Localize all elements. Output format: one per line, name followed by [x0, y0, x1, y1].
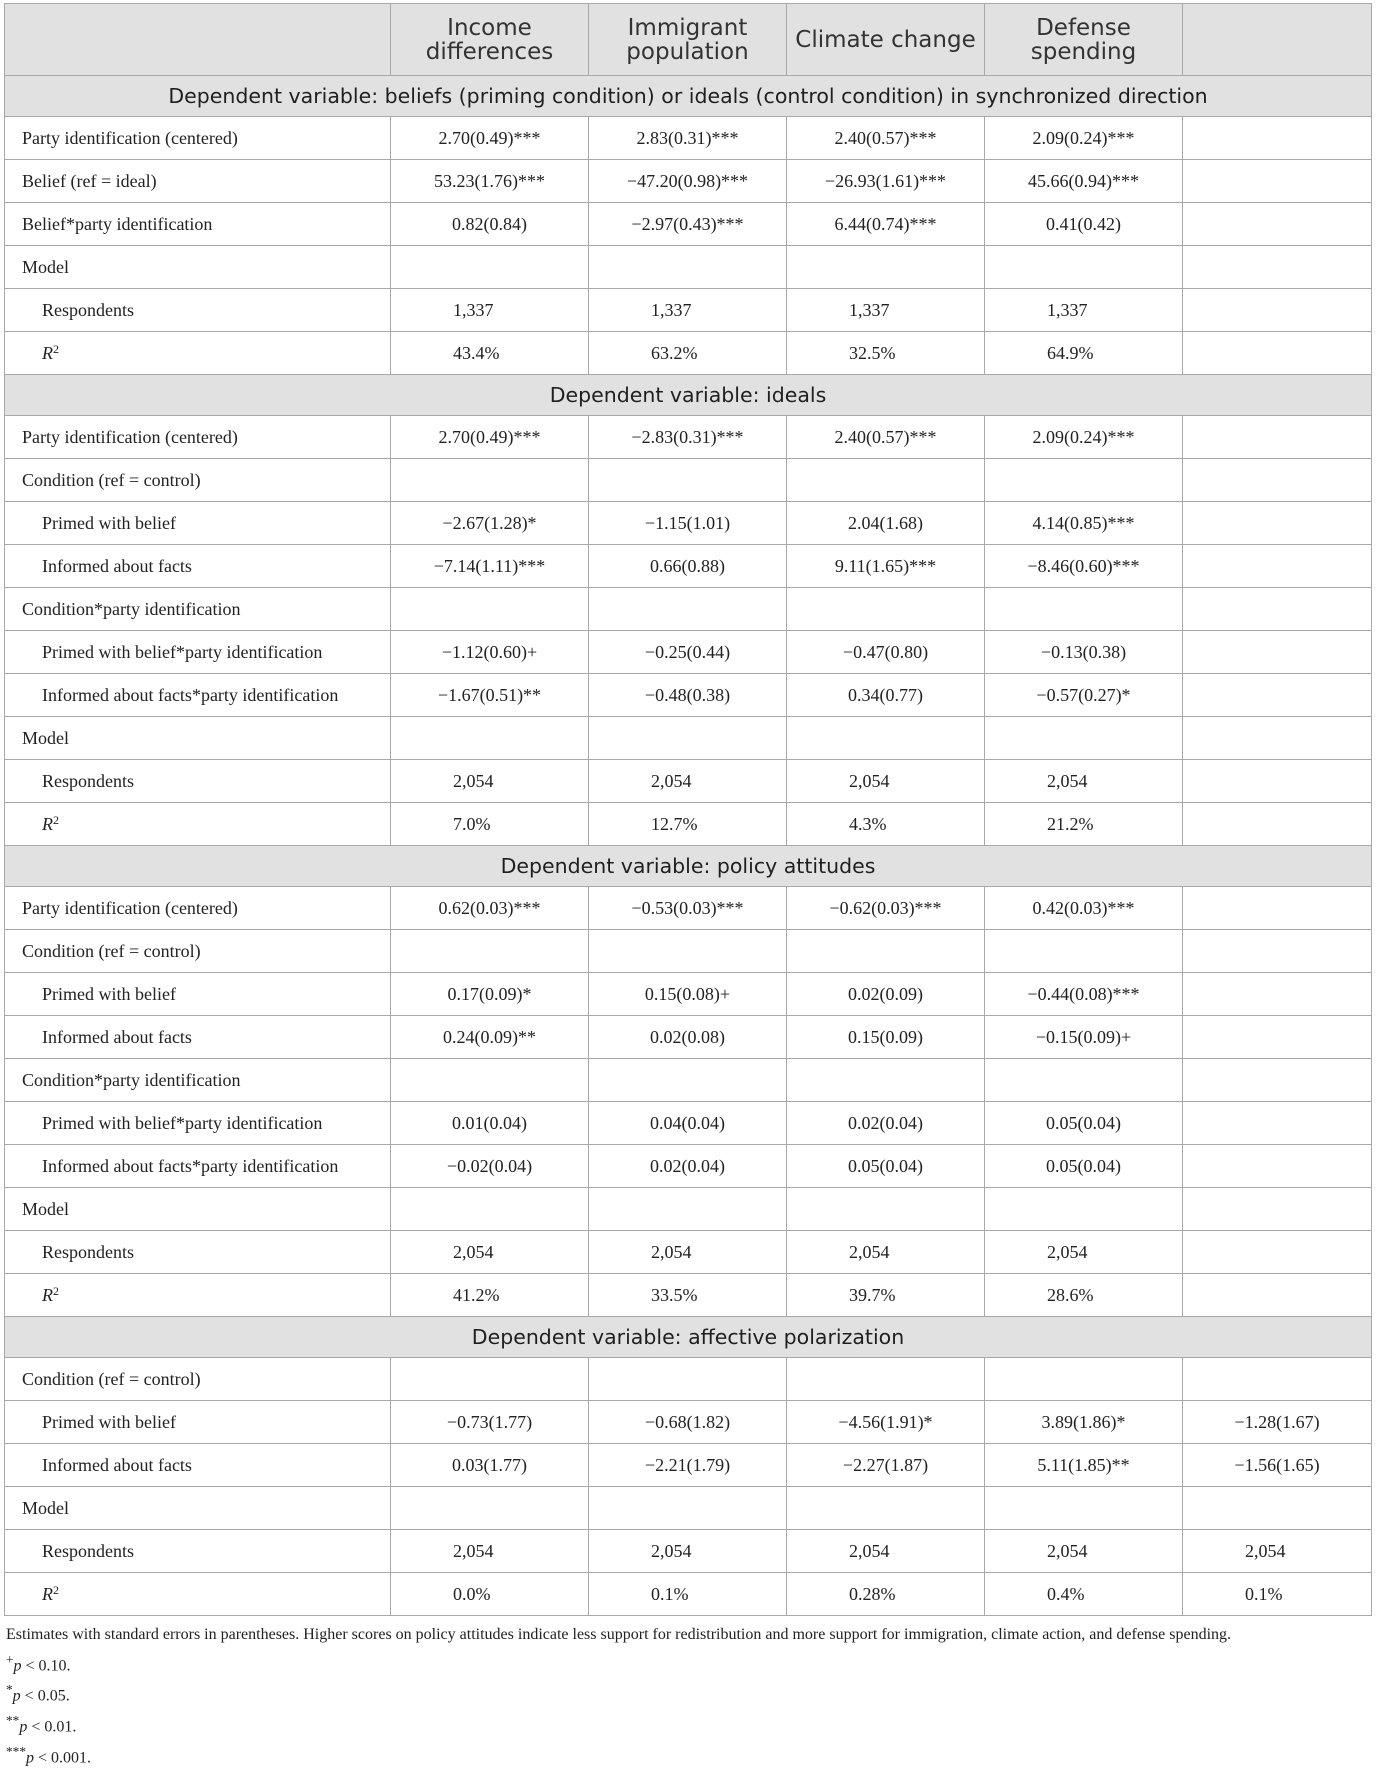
table-cell: −0.73(1.77) [391, 1401, 589, 1444]
table-row [5, 1059, 1372, 1102]
table-cell [1183, 502, 1372, 545]
table-row [5, 674, 1372, 717]
table-cell: 0.15(0.08)+ [589, 973, 787, 1016]
row-label: Primed with belief*party identification [5, 1102, 391, 1145]
table-cell [1183, 160, 1372, 203]
table-cell: 2,054 [589, 760, 787, 803]
section-header-row [5, 375, 1372, 416]
table-cell [1183, 246, 1372, 289]
significance-note: *p < 0.05. [6, 1682, 70, 1705]
table-cell: 3.89(1.86)* [985, 1401, 1183, 1444]
table-cell: −4.56(1.91)* [787, 1401, 985, 1444]
table-cell [985, 1487, 1183, 1530]
table-cell: 0.1% [1183, 1573, 1372, 1616]
table-cell: 2,054 [1183, 1530, 1372, 1573]
table-cell [1183, 545, 1372, 588]
table-row [5, 973, 1372, 1016]
table-cell: 0.24(0.09)** [391, 1016, 589, 1059]
table-cell [1183, 887, 1372, 930]
row-label: Primed with belief [5, 973, 391, 1016]
table-cell: 2,054 [787, 760, 985, 803]
table-cell: 0.4% [985, 1573, 1183, 1616]
row-label: Primed with belief*party identification [5, 631, 391, 674]
table-row [5, 1274, 1372, 1317]
row-label: Model [5, 1188, 391, 1231]
table-cell [1183, 973, 1372, 1016]
table-cell [1183, 203, 1372, 246]
row-label: Respondents [5, 760, 391, 803]
table-cell: 4.3% [787, 803, 985, 846]
table-cell: 0.05(0.04) [985, 1145, 1183, 1188]
table-row [5, 1573, 1372, 1616]
table-cell [1183, 760, 1372, 803]
table-cell: 2.70(0.49)*** [391, 416, 589, 459]
table-cell: 64.9% [985, 332, 1183, 375]
row-label: Informed about facts*party identification [5, 674, 391, 717]
table-row [5, 246, 1372, 289]
table-cell [589, 1358, 787, 1401]
table-cell [1183, 717, 1372, 760]
row-label: Condition (ref = control) [5, 930, 391, 973]
row-label: Informed about facts [5, 1444, 391, 1487]
table-row [5, 1102, 1372, 1145]
table-row [5, 803, 1372, 846]
table-cell: 21.2% [985, 803, 1183, 846]
table-cell: 2,054 [787, 1530, 985, 1573]
row-label: Informed about facts [5, 545, 391, 588]
section-header-row [5, 846, 1372, 887]
table-cell [1183, 588, 1372, 631]
table-cell: 0.66(0.88) [589, 545, 787, 588]
table-cell: 1,337 [985, 289, 1183, 332]
table-cell [1183, 1231, 1372, 1274]
table-cell: −0.62(0.03)*** [787, 887, 985, 930]
table-cell [1183, 1188, 1372, 1231]
table-cell: 2.70(0.49)*** [391, 117, 589, 160]
table-cell: 0.03(1.77) [391, 1444, 589, 1487]
table-row [5, 1016, 1372, 1059]
table-cell: 2.09(0.24)*** [985, 117, 1183, 160]
table-row [5, 203, 1372, 246]
row-label: Model [5, 717, 391, 760]
table-row [5, 887, 1372, 930]
table-cell: 53.23(1.76)*** [391, 160, 589, 203]
table-cell: −0.15(0.09)+ [985, 1016, 1183, 1059]
table-cell: −1.56(1.65) [1183, 1444, 1372, 1487]
table-cell [1183, 1145, 1372, 1188]
table-cell: 0.0% [391, 1573, 589, 1616]
table-cell: −26.93(1.61)*** [787, 160, 985, 203]
table-cell: 33.5% [589, 1274, 787, 1317]
table-cell: −2.21(1.79) [589, 1444, 787, 1487]
table-row [5, 160, 1372, 203]
table-cell: −0.47(0.80) [787, 631, 985, 674]
table-cell: 0.01(0.04) [391, 1102, 589, 1145]
row-label: Condition (ref = control) [5, 1358, 391, 1401]
table-cell: 0.1% [589, 1573, 787, 1616]
table-cell: −0.57(0.27)* [985, 674, 1183, 717]
row-label: Condition*party identification [5, 588, 391, 631]
table-cell: 0.02(0.04) [787, 1102, 985, 1145]
table-cell: 0.28% [787, 1573, 985, 1616]
table-cell [985, 1358, 1183, 1401]
section-title: Dependent variable: beliefs (priming condition) or ideals (control condition) in synchronized direction [5, 76, 1372, 117]
table-cell: 2,054 [589, 1530, 787, 1573]
table-cell: 6.44(0.74)*** [787, 203, 985, 246]
significance-note: ***p < 0.001. [6, 1743, 92, 1767]
table-cell: 39.7% [787, 1274, 985, 1317]
table-cell: 28.6% [985, 1274, 1183, 1317]
table-cell [787, 1059, 985, 1102]
significance-note: **p < 0.01. [6, 1713, 77, 1736]
table-cell: −1.12(0.60)+ [391, 631, 589, 674]
table-row [5, 1530, 1372, 1573]
table-cell: −0.02(0.04) [391, 1145, 589, 1188]
row-label: Belief*party identification [5, 203, 391, 246]
table-cell [985, 246, 1183, 289]
table-cell: 2,054 [391, 1530, 589, 1573]
table-row [5, 545, 1372, 588]
table-row [5, 930, 1372, 973]
table-cell: −0.25(0.44) [589, 631, 787, 674]
table-cell [391, 1059, 589, 1102]
row-label: Informed about facts [5, 1016, 391, 1059]
table-cell: 12.7% [589, 803, 787, 846]
table-row [5, 588, 1372, 631]
table-cell: 0.05(0.04) [985, 1102, 1183, 1145]
table-cell [787, 1487, 985, 1530]
table-cell [985, 717, 1183, 760]
table-cell: 2.83(0.31)*** [589, 117, 787, 160]
table-row [5, 717, 1372, 760]
table-cell: 2.40(0.57)*** [787, 416, 985, 459]
table-row [5, 1401, 1372, 1444]
table-cell: 1,337 [589, 289, 787, 332]
header-defense-spending: Defense spending [985, 4, 1183, 76]
table-row [5, 760, 1372, 803]
table-cell: −2.27(1.87) [787, 1444, 985, 1487]
table-cell [589, 717, 787, 760]
table-cell [589, 1188, 787, 1231]
table-cell [787, 930, 985, 973]
table-cell [589, 459, 787, 502]
table-cell: −1.67(0.51)** [391, 674, 589, 717]
row-label: Primed with belief [5, 1401, 391, 1444]
table-cell: 0.02(0.04) [589, 1145, 787, 1188]
table-cell [391, 717, 589, 760]
table-cell: 5.11(1.85)** [985, 1444, 1183, 1487]
table-row [5, 502, 1372, 545]
table-body [5, 76, 1372, 1616]
header-income-differences: Income differences [391, 4, 589, 76]
table-row [5, 416, 1372, 459]
table-cell [589, 1059, 787, 1102]
table-cell [1183, 674, 1372, 717]
table-cell: 4.14(0.85)*** [985, 502, 1183, 545]
table-cell: 2,054 [391, 1231, 589, 1274]
table-row [5, 1231, 1372, 1274]
table-cell [589, 1487, 787, 1530]
table-cell: 0.17(0.09)* [391, 973, 589, 1016]
row-label: Informed about facts*party identification [5, 1145, 391, 1188]
table-row [5, 117, 1372, 160]
table-cell: 2,054 [391, 760, 589, 803]
significance-note: +p < 0.10. [6, 1651, 71, 1674]
table-cell [589, 246, 787, 289]
header-row [5, 4, 1372, 76]
table-cell [1183, 930, 1372, 973]
table-cell [391, 930, 589, 973]
row-label: Primed with belief [5, 502, 391, 545]
table-cell: 2,054 [985, 1231, 1183, 1274]
table-cell [1183, 1274, 1372, 1317]
row-label: $R^2$ [5, 332, 391, 375]
table-cell: 63.2% [589, 332, 787, 375]
footnote-text: Estimates with standard errors in parentheses. Higher scores on policy attitudes indicate less support for redistribution and more support for immigration, climate action, and defense spending. [6, 1626, 1232, 1643]
table-cell: 7.0% [391, 803, 589, 846]
section-title: Dependent variable: ideals [5, 375, 1372, 416]
table-cell [787, 459, 985, 502]
table-cell: −7.14(1.11)*** [391, 545, 589, 588]
r-squared-label: R [42, 814, 53, 834]
table-cell: 41.2% [391, 1274, 589, 1317]
table-cell: 2,054 [985, 760, 1183, 803]
table-cell: 32.5% [787, 332, 985, 375]
table-cell [985, 1059, 1183, 1102]
table-cell: 1,337 [391, 289, 589, 332]
table-cell: −2.97(0.43)*** [589, 203, 787, 246]
r-squared-label: R [42, 1584, 53, 1604]
table-cell [1183, 1016, 1372, 1059]
table-cell: 1,337 [787, 289, 985, 332]
table-cell [391, 588, 589, 631]
row-label: Party identification (centered) [5, 887, 391, 930]
table-row [5, 1358, 1372, 1401]
table-cell: 0.02(0.09) [787, 973, 985, 1016]
table-cell [1183, 1487, 1372, 1530]
table-cell [1183, 459, 1372, 502]
row-label: Party identification (centered) [5, 117, 391, 160]
table-cell [391, 1487, 589, 1530]
table-cell: 0.41(0.42) [985, 203, 1183, 246]
table-cell [787, 1358, 985, 1401]
section-title: Dependent variable: affective polarization [5, 1317, 1372, 1358]
table-row [5, 631, 1372, 674]
table-row [5, 1145, 1372, 1188]
table-row [5, 1487, 1372, 1530]
table-cell [787, 1188, 985, 1231]
table-cell [589, 588, 787, 631]
row-label: Party identification (centered) [5, 416, 391, 459]
table-cell [589, 930, 787, 973]
table-cell: 45.66(0.94)*** [985, 160, 1183, 203]
row-label: Model [5, 1487, 391, 1530]
row-label: $R^2$ [5, 1274, 391, 1317]
table-cell [985, 588, 1183, 631]
r-squared-label: R [42, 343, 53, 363]
table-cell: 0.04(0.04) [589, 1102, 787, 1145]
header-cell-label [5, 4, 391, 76]
header-cell-extra [1183, 4, 1372, 76]
header-immigrant-population: Immigrant population [589, 4, 787, 76]
table-footnotes [6, 1623, 1368, 1771]
table-cell: −0.53(0.03)*** [589, 887, 787, 930]
table-cell [1183, 1102, 1372, 1145]
table-row [5, 1444, 1372, 1487]
table-cell: −2.83(0.31)*** [589, 416, 787, 459]
table-cell: 0.05(0.04) [787, 1145, 985, 1188]
table-cell [985, 930, 1183, 973]
row-label: Belief (ref = ideal) [5, 160, 391, 203]
regression-table [4, 3, 1372, 1616]
section-header-row [5, 1317, 1372, 1358]
table-cell: 2.40(0.57)*** [787, 117, 985, 160]
table-cell [1183, 416, 1372, 459]
header-climate-change: Climate change [787, 4, 985, 76]
table-cell [787, 246, 985, 289]
table-cell: 2,054 [589, 1231, 787, 1274]
table-cell: 2,054 [787, 1231, 985, 1274]
row-label: Condition*party identification [5, 1059, 391, 1102]
row-label: $R^2$ [5, 1573, 391, 1616]
table-cell: −0.48(0.38) [589, 674, 787, 717]
table-cell: −0.44(0.08)*** [985, 973, 1183, 1016]
table-cell [787, 588, 985, 631]
table-cell: 2,054 [985, 1530, 1183, 1573]
table-cell: 0.42(0.03)*** [985, 887, 1183, 930]
table-cell: −2.67(1.28)* [391, 502, 589, 545]
table-cell [985, 1188, 1183, 1231]
row-label: Respondents [5, 289, 391, 332]
table-cell: −8.46(0.60)*** [985, 545, 1183, 588]
table-cell [787, 717, 985, 760]
table-cell [391, 246, 589, 289]
table-cell [1183, 1358, 1372, 1401]
table-cell: −0.68(1.82) [589, 1401, 787, 1444]
table-cell [391, 459, 589, 502]
table-cell: 0.82(0.84) [391, 203, 589, 246]
table-cell: 2.04(1.68) [787, 502, 985, 545]
table-cell: −0.13(0.38) [985, 631, 1183, 674]
row-label: Condition (ref = control) [5, 459, 391, 502]
table-cell [1183, 332, 1372, 375]
table-cell [391, 1188, 589, 1231]
table-row [5, 1188, 1372, 1231]
regression-table-container [4, 3, 1371, 1616]
row-label: Model [5, 246, 391, 289]
section-header-row [5, 76, 1372, 117]
table-cell: 0.34(0.77) [787, 674, 985, 717]
table-row [5, 332, 1372, 375]
table-cell: 9.11(1.65)*** [787, 545, 985, 588]
row-label: $R^2$ [5, 803, 391, 846]
row-label: Respondents [5, 1530, 391, 1573]
table-cell: −1.15(1.01) [589, 502, 787, 545]
r-squared-label: R [42, 1285, 53, 1305]
table-cell: 2.09(0.24)*** [985, 416, 1183, 459]
section-title: Dependent variable: policy attitudes [5, 846, 1372, 887]
table-cell: 43.4% [391, 332, 589, 375]
table-cell [391, 1358, 589, 1401]
table-cell: 0.15(0.09) [787, 1016, 985, 1059]
table-row [5, 289, 1372, 332]
table-cell [1183, 803, 1372, 846]
table-cell: 0.02(0.08) [589, 1016, 787, 1059]
table-cell: −47.20(0.98)*** [589, 160, 787, 203]
row-label: Respondents [5, 1231, 391, 1274]
table-cell [985, 459, 1183, 502]
table-cell [1183, 1059, 1372, 1102]
table-cell [1183, 631, 1372, 674]
table-cell [1183, 117, 1372, 160]
table-cell: 0.62(0.03)*** [391, 887, 589, 930]
table-row [5, 459, 1372, 502]
table-cell [1183, 289, 1372, 332]
table-cell: −1.28(1.67) [1183, 1401, 1372, 1444]
